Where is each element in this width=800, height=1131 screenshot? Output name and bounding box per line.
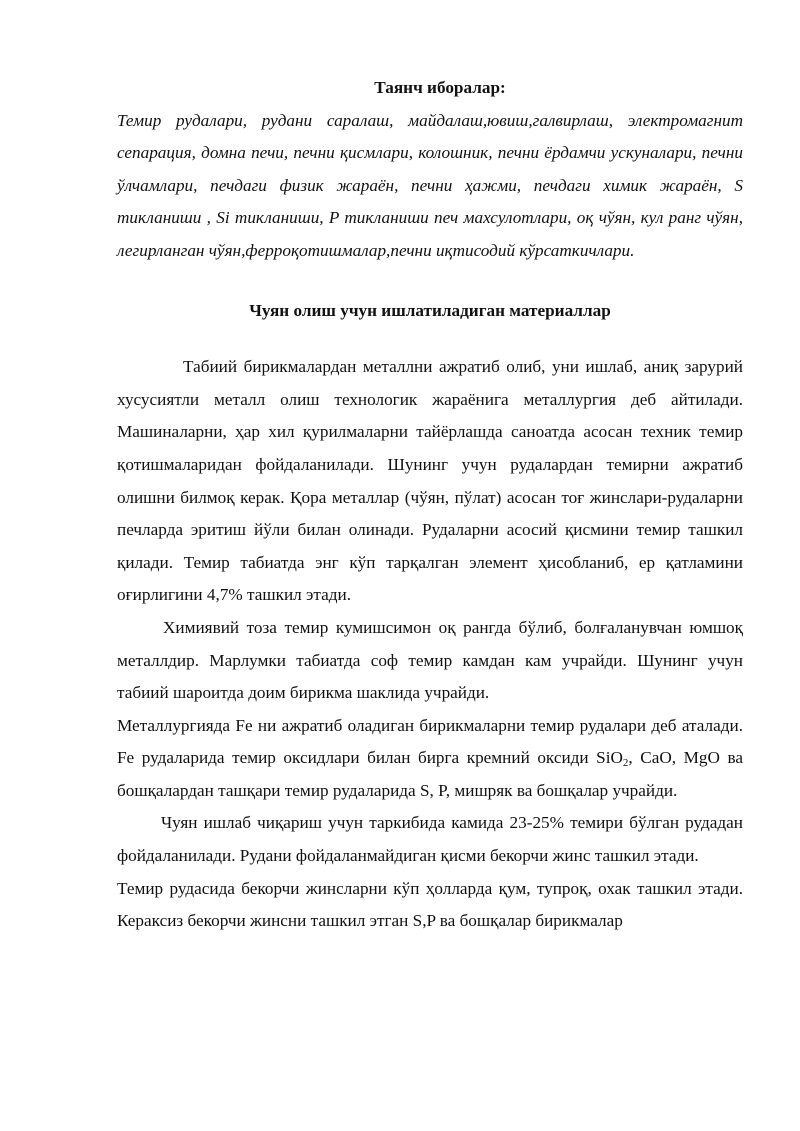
paragraph-gangue: Темир рудасида бекорчи жинсларни кўп ҳолларда қум, тупроқ, охак ташкил этади. Кераксиз бекорчи жинсни ташкил этган S,P ва бошқалар бирикмалар: [117, 878, 743, 931]
paragraph-iron-ores-text: Металлургияда Fe ни ажратиб оладиган бирикмаларни темир рудалари деб аталади. Fe рудаларида темир оксидлари билан бирга кремний оксиди SiO: [117, 715, 743, 768]
paragraph-metallurgy-definition: Табиий бирикмалардан металлни ажратиб олиб, уни ишлаб, аниқ зарурий хусусиятли металл олиш технологик жараёнига металлургия деб айтилади. Машиналарни, ҳар хил қурилмаларни тайёрлашда саноатда асосан техник темир қотишмаларидан фойдаланилади. Шунинг учун рудалардан темирни ажратиб олишни билмоқ керак. Қора металлар (чўян, пўлат) асосан тоғ жинслари-рудаларни печларда эритиш йўли билан олинади. Рудаларни асосий қисмини темир ташкил қилади. Темир табиатда энг кўп тарқалган элемент ҳисобланиб, ер қатламини оғирлигини 4,7% ташкил этади.: [117, 357, 743, 605]
document-content: [117, 72, 743, 938]
paragraph-pure-iron: Химиявий тоза темир кумишсимон оқ рангда бўлиб, болғаланувчан юмшоқ металлдир. Марлумки табиатда соф темир камдан кам учрайди. Шунинг учун табиий шароитда доим бирикма шаклида учрайди.: [117, 617, 743, 703]
keywords-list: Темир рудалари, рудани саралаш, майдалаш,ювиш,галвирлаш, электромагнит сепарация, домна печи, печни қисмлари, колошник, печни ёрдамчи ускуналари, печни ўлчамлари, печдаги физик жараён, печни ҳажми, печдаги химик жараён, S тикланиши , Si тикланиши, P тикланиши печ махсулотлари, оқ чўян, кул ранг чўян, легирланган чўян,ферроқотишмалар,печни иқтисодий кўрсаткичлари.: [117, 110, 743, 260]
subscript-two: 2: [622, 757, 629, 770]
section-title: Чуян олиш учун ишлатиладиган материаллар: [249, 300, 611, 320]
paragraph-cast-iron-production: Чуян ишлаб чиқариш учун таркибида камида 23-25% темири бўлган рудадан фойдаланилади. Рудани фойдаланмайдиган қисми бекорчи жинс ташкил этади.: [117, 813, 743, 866]
paragraph-iron-ores: [117, 710, 743, 808]
paragraph-iron-ores-continued: , CaO, MgO ва бошқалардан ташқари темир рудаларида S, P, мишряк ва бошқалар учрайди.: [117, 748, 743, 800]
keywords-title: Таянч иборалар:: [374, 78, 506, 97]
